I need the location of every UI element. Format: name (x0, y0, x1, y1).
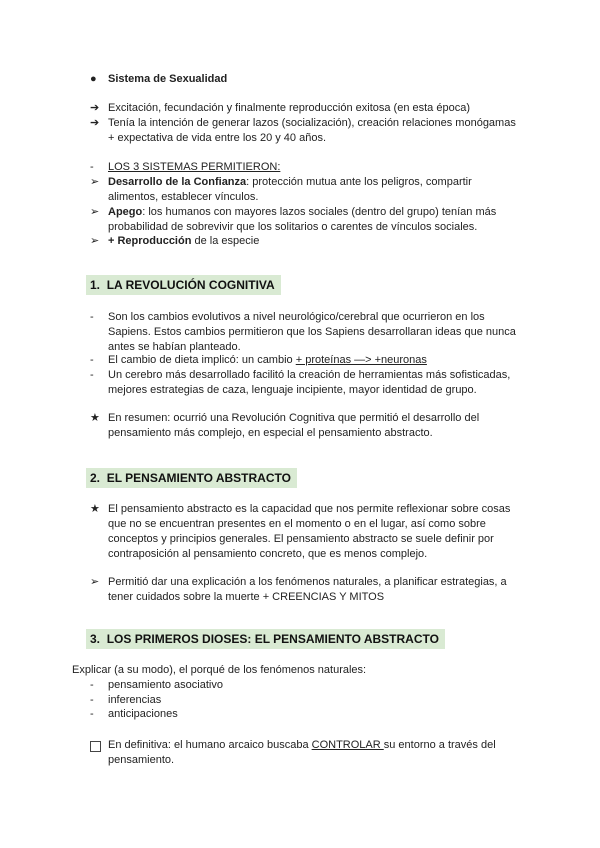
confianza-text: : protección mutua ante los peligros, compartir (246, 176, 472, 188)
apego-item (90, 205, 496, 235)
list-item (90, 707, 178, 722)
heading-revolucion-cognitiva (86, 275, 281, 295)
heading-number: 2. (90, 471, 101, 485)
reproduccion-text: de la especie (191, 235, 260, 247)
arrow-item (90, 116, 516, 146)
dash-icon: - (90, 161, 94, 173)
dash-icon: - (90, 369, 94, 381)
list-text: anticipaciones (108, 708, 178, 720)
apego-bold: Apego (108, 206, 143, 218)
list-text: mejores estrategias de caza, lenguaje incipiente, mayor identidad de grupo. (108, 384, 477, 396)
star-text: que no se encuentran presentes en el momento o en el lugar, así como sobre (108, 518, 486, 530)
dash-icon: - (90, 679, 94, 691)
checkbox-icon[interactable] (90, 741, 101, 752)
heading-number: 3. (90, 632, 101, 646)
dash-icon: - (90, 354, 94, 366)
list-item (90, 353, 427, 368)
sistemas-row (90, 160, 280, 175)
heading-title: EL PENSAMIENTO ABSTRACTO (106, 471, 291, 485)
arrow-icon: ➔ (90, 102, 100, 114)
permitio-text: tener cuidados sobre la muerte + CREENCIAS Y MITOS (108, 591, 385, 603)
permitio-text: Permitió dar una explicación a los fenómenos naturales, a planificar estrategias, a (108, 576, 507, 588)
triangle-arrow-icon: ➢ (90, 576, 100, 588)
list-item (90, 678, 223, 693)
resumen-item (90, 411, 479, 441)
definitiva-text: En definitiva: el humano arcaico buscaba (108, 739, 312, 751)
intro-paragraph (72, 663, 366, 678)
list-item (90, 310, 516, 355)
resumen-text: pensamiento más complejo, en especial el pensamiento abstracto. (108, 427, 433, 439)
dash-icon: - (90, 311, 94, 323)
star-text: contraposición al pensamiento concreto, que es menos complejo. (108, 548, 428, 560)
sexualidad-title-row (90, 72, 227, 87)
star-icon: ★ (90, 503, 100, 515)
list-text: pensamiento asociativo (108, 679, 223, 691)
star-icon: ★ (90, 412, 100, 424)
heading-title: LOS PRIMEROS DIOSES: EL PENSAMIENTO ABSTRACTO (106, 632, 439, 646)
reproduccion-item (90, 234, 259, 249)
dash-icon: - (90, 694, 94, 706)
definitiva-text-post: su entorno a través del (383, 739, 496, 751)
dash-icon: - (90, 708, 94, 720)
star-text: El pensamiento abstracto es la capacidad que nos permite reflexionar sobre cosas (108, 503, 511, 515)
list-text: Un cerebro más desarrollado facilitó la creación de herramientas más sofisticadas, (108, 369, 511, 381)
arrow-item (90, 101, 470, 116)
confianza-bold: Desarrollo de la Confianza (108, 176, 247, 188)
permitio-item (90, 575, 507, 605)
arrow-text: Excitación, fecundación y finalmente reproducción exitosa (en esta época) (108, 102, 470, 114)
arrow-text: Tenía la intención de generar lazos (socialización), creación relaciones monógamas (108, 117, 516, 129)
list-item (90, 693, 161, 708)
apego-text-cont: probabilidad de sobrevivir que los solitarios o carentes de vínculos sociales. (108, 221, 478, 233)
arrow-icon: ➔ (90, 117, 100, 129)
reproduccion-bold: + Reproducción (108, 235, 192, 247)
resumen-text: En resumen: ocurrió una Revolución Cognitiva que permitió el desarrollo del (108, 412, 480, 424)
list-text: antes se habían planteado. (108, 341, 241, 353)
sistemas-label: LOS 3 SISTEMAS PERMITIERON: (108, 161, 281, 173)
list-text: inferencias (108, 694, 162, 706)
intro-text: Explicar (a su modo), el porqué de los fenómenos naturales: (72, 664, 367, 676)
heading-title: LA REVOLUCIÓN COGNITIVA (106, 278, 275, 292)
heading-number: 1. (90, 278, 101, 292)
list-text: Son los cambios evolutivos a nivel neurológico/cerebral que ocurrieron en los (108, 311, 485, 323)
triangle-arrow-icon: ➢ (90, 235, 100, 247)
triangle-arrow-icon: ➢ (90, 176, 100, 188)
triangle-arrow-icon: ➢ (90, 206, 100, 218)
list-item (90, 368, 510, 398)
definitiva-text-cont: pensamiento. (108, 754, 175, 766)
star-text: conceptos y principios generales. El pensamiento abstracto se suele definir por (108, 533, 494, 545)
apego-text: : los humanos con mayores lazos sociales (dentro del grupo) tenían más (142, 206, 497, 218)
heading-pensamiento-abstracto (86, 468, 297, 488)
underlined-text: + proteínas —> +neuronas (295, 354, 427, 366)
list-text: Sapiens. Estos cambios permitieron que los Sapiens desarrollaran ideas que nunca (108, 326, 516, 338)
sexualidad-title: Sistema de Sexualidad (108, 73, 228, 85)
definitiva-item (90, 738, 496, 768)
heading-primeros-dioses (86, 629, 445, 649)
confianza-item (90, 175, 472, 205)
bullet-icon: ● (90, 73, 97, 85)
confianza-text-cont: alimentos, establecer vínculos. (108, 191, 259, 203)
list-text: El cambio de dieta implicó: un cambio (108, 354, 296, 366)
controlar-underlined: CONTROLAR (311, 739, 384, 751)
arrow-text-cont: + expectativa de vida entre los 20 y 40 años. (108, 132, 327, 144)
star-item (90, 502, 510, 562)
